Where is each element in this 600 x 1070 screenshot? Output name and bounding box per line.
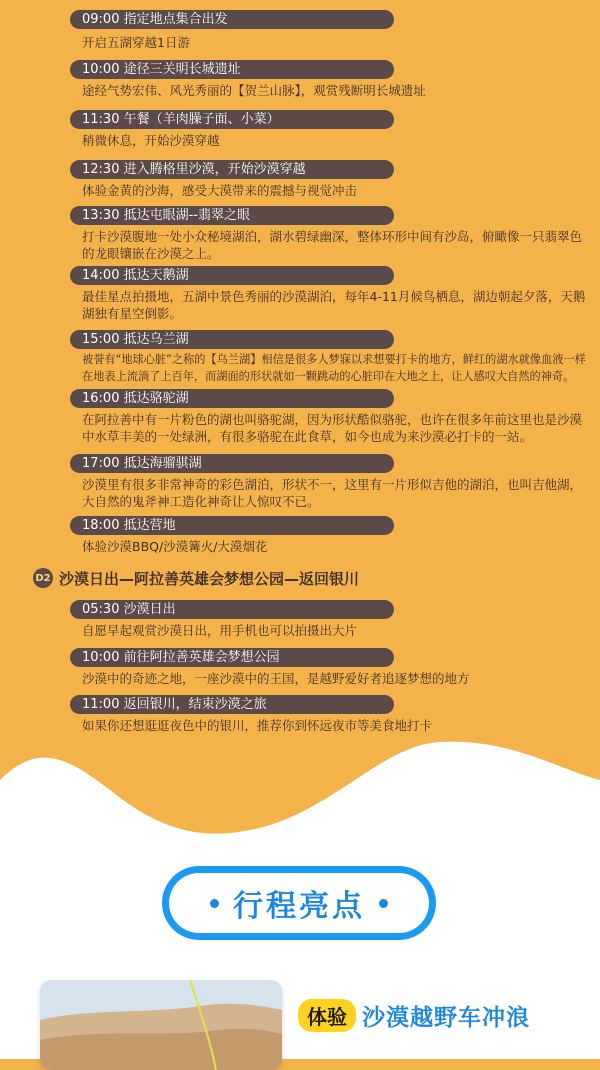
schedule-desc: 打卡沙漠腹地一处小众秘境湖泊，湖水碧绿幽深，整体环形中间有沙岛，俯瞰像一只翡翠色的龙眼镶嵌在沙漠之上。 bbox=[82, 229, 583, 261]
dot-icon bbox=[379, 899, 388, 908]
schedule-desc: 稍微休息，开始沙漠穿越 bbox=[82, 133, 220, 148]
time-bar: 09:00 指定地点集合出发 bbox=[70, 10, 394, 29]
time-bar: 12:30 进入腾格里沙漠，开始沙漠穿越 bbox=[70, 160, 394, 179]
schedule-desc: 如果你还想逛逛夜色中的银川，推荐你到怀远夜市等美食地打卡 bbox=[82, 718, 433, 733]
schedule-desc: 自愿早起观赏沙漠日出，用手机也可以拍摄出大片 bbox=[82, 623, 358, 638]
day-badge: D2 bbox=[33, 568, 53, 588]
time-bar: 17:00 抵达海骝骐湖 bbox=[70, 454, 394, 473]
highlights-title-pill bbox=[162, 866, 436, 940]
feature-text: 沙漠越野车冲浪 bbox=[362, 1004, 530, 1031]
time-bar: 16:00 抵达骆驼湖 bbox=[70, 389, 394, 408]
time-bar: 15:00 抵达乌兰湖 bbox=[70, 330, 394, 349]
day-title: 沙漠日出—阿拉善英雄会梦想公园—返回银川 bbox=[59, 569, 360, 588]
schedule-desc: 沙漠中的奇迹之地，一座沙漠中的王国，是越野爱好者追逐梦想的地方 bbox=[82, 671, 470, 686]
dot-icon bbox=[210, 899, 219, 908]
desert-photo bbox=[40, 980, 282, 1070]
time-bar: 05:30 沙漠日出 bbox=[70, 600, 394, 619]
schedule-desc: 被誉有“地球心脏”之称的【乌兰湖】相信是很多人梦寐以求想要打卡的地方，鲜红的湖水就像血液一样在地表上流淌了上百年，而湖面的形状就如一颗跳动的心脏印在大地之上，让人感叹大自然的神奇。 bbox=[82, 353, 586, 383]
time-bar: 11:00 返回银川，结束沙漠之旅 bbox=[70, 695, 394, 714]
desert-photo-illustration bbox=[40, 980, 282, 1070]
schedule-desc: 沙漠里有很多非常神奇的彩色湖泊，形状不一，这里有一片形似吉他的湖泊，也叫吉他湖，大自然的鬼斧神工造化神奇让人惊叹不已。 bbox=[82, 477, 583, 509]
time-bar: 18:00 抵达营地 bbox=[70, 516, 394, 535]
highlights-title: 行程亮点 bbox=[233, 889, 365, 924]
time-bar: 10:00 途径三关明长城遗址 bbox=[70, 60, 394, 79]
schedule-desc: 在阿拉善中有一片粉色的湖也叫骆驼湖，因为形状酷似骆驼，也许在很多年前这里也是沙漠中水草丰美的一处绿洲，有很多骆驼在此食草，如今也成为来沙漠必打卡的一站。 bbox=[82, 412, 583, 444]
time-bar: 14:00 抵达天鹅湖 bbox=[70, 266, 394, 285]
day2-header bbox=[33, 567, 359, 589]
time-bar: 13:30 抵达屯眼湖--翡翠之眼 bbox=[70, 206, 394, 225]
feature-tag: 体验 bbox=[298, 999, 356, 1032]
time-bar: 11:30 午餐（羊肉臊子面、小菜） bbox=[70, 110, 394, 129]
time-bar: 10:00 前往阿拉善英雄会梦想公园 bbox=[70, 648, 394, 667]
schedule-desc: 体验金黄的沙海，感受大漠带来的震撼与视觉冲击 bbox=[82, 183, 358, 198]
schedule-desc: 途经气势宏伟、风光秀丽的【贺兰山脉】，观赏残断明长城遗址 bbox=[82, 83, 426, 98]
feature-row bbox=[298, 996, 530, 1034]
schedule-desc: 体验沙漠BBQ/沙漠篝火/大漠烟花 bbox=[82, 539, 268, 554]
schedule-desc: 开启五湖穿越1日游 bbox=[82, 35, 190, 50]
schedule-desc: 最佳星点拍摄地，五湖中景色秀丽的沙漠湖泊，每年4-11月候鸟栖息，湖边朝起夕落，天鹅湖独有星空倒影。 bbox=[82, 289, 586, 321]
